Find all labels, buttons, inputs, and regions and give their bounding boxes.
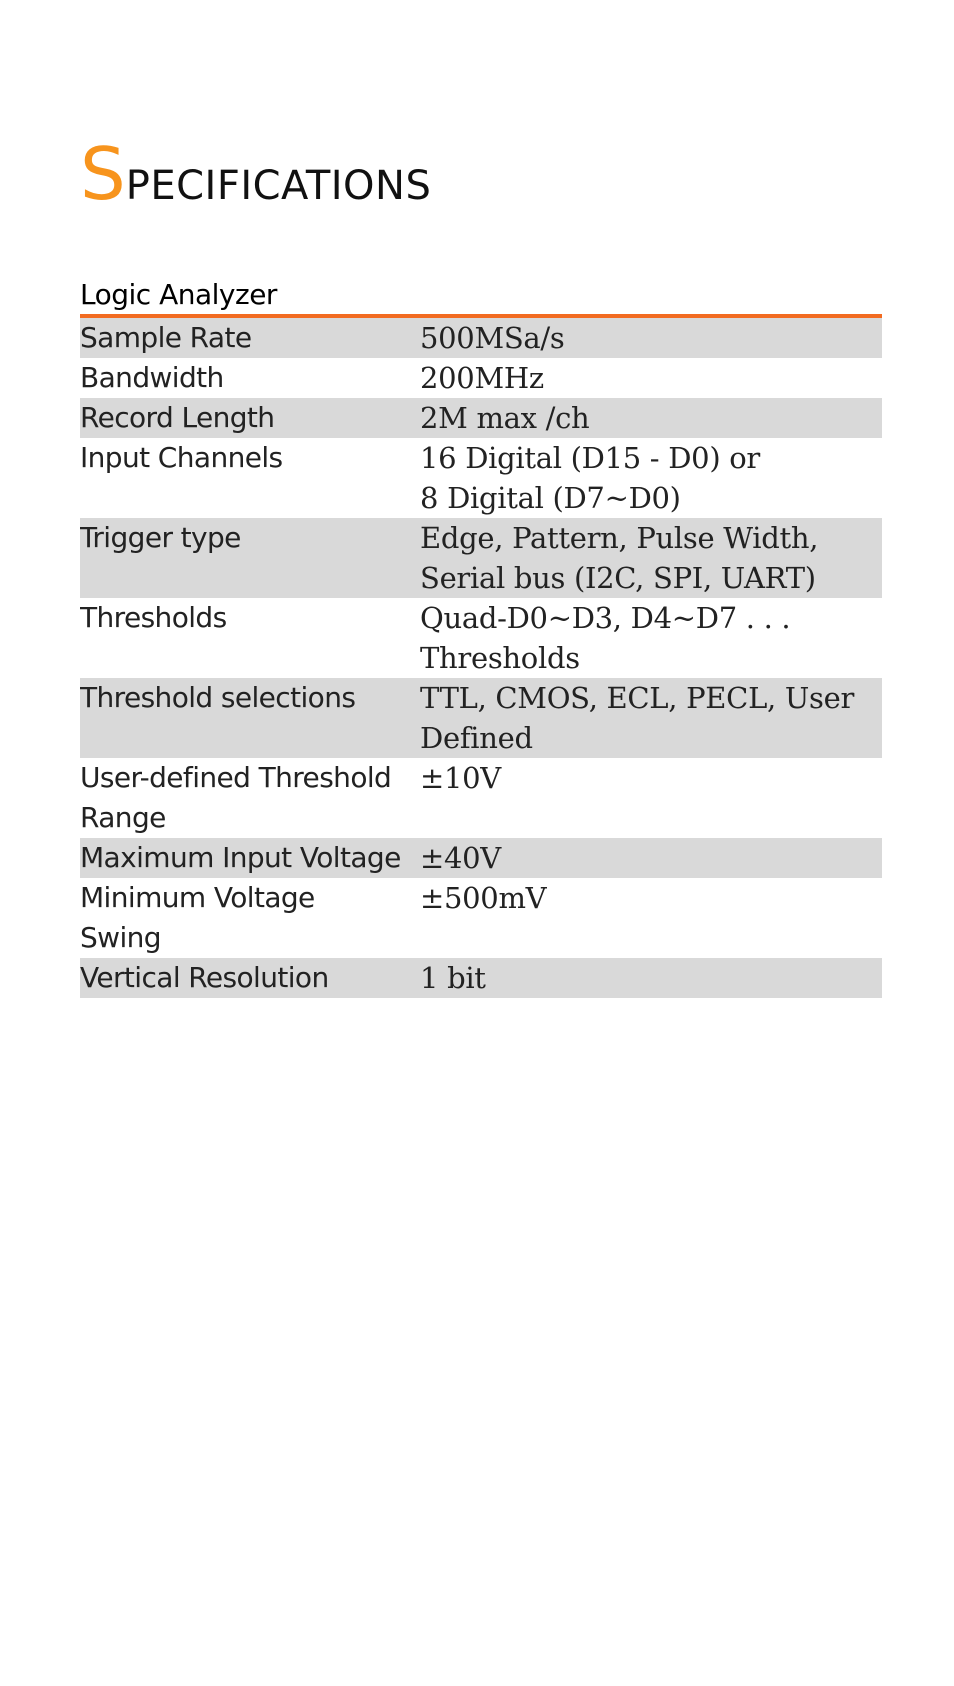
spec-value: ±40V [420, 841, 501, 875]
spec-row-user-defined-threshold-range [80, 758, 882, 838]
spec-value: TTL, CMOS, ECL, PECL, User Defined [420, 681, 855, 755]
spec-label: Input Channels [80, 441, 283, 474]
spec-row-record-length [80, 398, 882, 438]
spec-label: Thresholds [80, 601, 227, 634]
spec-row-maximum-input-voltage [80, 838, 882, 878]
spec-row-bandwidth [80, 358, 882, 398]
spec-row-threshold-selections [80, 678, 882, 758]
spec-row-sample-rate [80, 318, 882, 358]
spec-row-input-channels [80, 438, 882, 518]
spec-value: 1 bit [420, 961, 486, 995]
spec-row-minimum-voltage-swing [80, 878, 882, 958]
spec-label: Trigger type [80, 521, 241, 554]
spec-label: Vertical Resolution [80, 961, 329, 994]
spec-row-trigger-type [80, 518, 882, 598]
spec-value: 16 Digital (D15 - D0) or 8 Digital (D7~D0) [420, 441, 760, 515]
spec-label: Sample Rate [80, 321, 252, 354]
spec-label: Maximum Input Voltage [80, 841, 401, 874]
spec-label: Minimum Voltage Swing [80, 881, 315, 954]
page-title-rest: PECIFICATIONS [125, 163, 432, 209]
spec-row-vertical-resolution [80, 958, 882, 998]
spec-value: ±10V [420, 761, 501, 795]
spec-value: ±500mV [420, 881, 547, 915]
spec-value: 500MSa/s [420, 321, 565, 355]
page-title-initial: S [80, 132, 126, 216]
spec-label: Threshold selections [80, 681, 356, 714]
spec-value: Edge, Pattern, Pulse Width, Serial bus (I2C, SPI, UART) [420, 521, 819, 595]
spec-label: User-defined Threshold Range [80, 761, 392, 834]
spec-label: Bandwidth [80, 361, 224, 394]
spec-value: Quad-D0~D3, D4~D7 . . . Thresholds [420, 601, 791, 675]
spec-value: 2M max /ch [420, 401, 590, 435]
page-title [80, 132, 432, 216]
spec-value: 200MHz [420, 361, 544, 395]
section-title: Logic Analyzer [80, 278, 277, 311]
spec-table [80, 318, 882, 998]
spec-label: Record Length [80, 401, 275, 434]
spec-row-thresholds [80, 598, 882, 678]
